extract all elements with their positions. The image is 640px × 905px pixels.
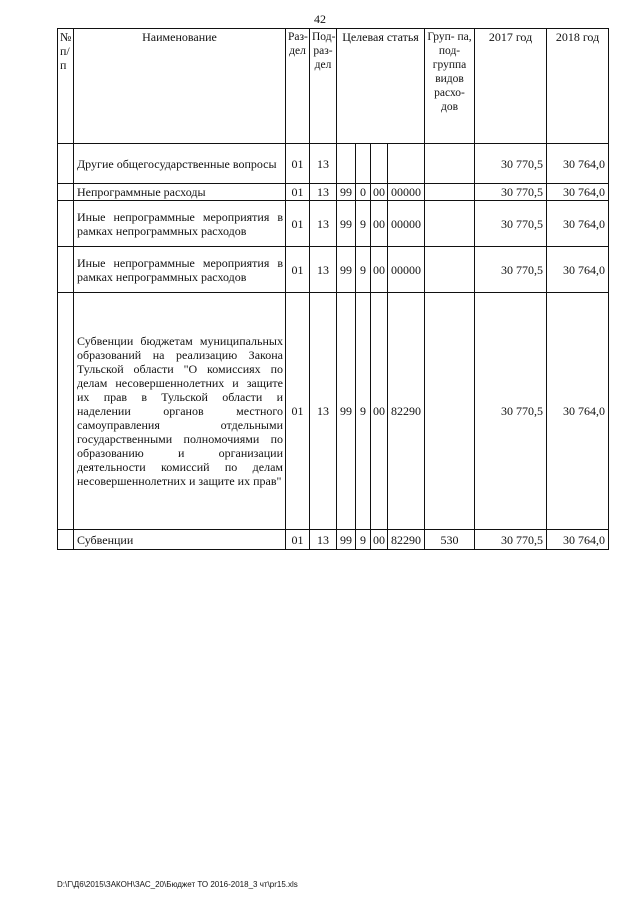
row-2018: 30 764,0 [547,184,609,201]
table-row [58,201,609,247]
row-section: 01 [286,247,310,293]
header-name: Наименование [74,29,286,144]
row-subsection: 13 [310,144,337,184]
row-subsection: 13 [310,184,337,201]
row-section: 01 [286,293,310,530]
table-row [58,184,609,201]
row-group: 530 [425,530,475,550]
row-2018: 30 764,0 [547,293,609,530]
row-target-3: 00 [371,184,388,201]
row-group [425,144,475,184]
row-target-3 [371,144,388,184]
row-target-3: 00 [371,530,388,550]
row-2018: 30 764,0 [547,530,609,550]
row-2018: 30 764,0 [547,247,609,293]
row-target-1: 99 [337,530,356,550]
row-name: Субвенции [74,530,286,550]
row-section: 01 [286,530,310,550]
row-target-4: 00000 [388,247,425,293]
row-group [425,293,475,530]
row-target-2: 9 [356,530,371,550]
row-target-1 [337,144,356,184]
row-target-2: 9 [356,247,371,293]
row-target-4: 00000 [388,184,425,201]
table-header-row [58,29,609,144]
row-target-1: 99 [337,293,356,530]
row-target-1: 99 [337,201,356,247]
row-2017: 30 770,5 [475,184,547,201]
row-group [425,201,475,247]
table-row [58,247,609,293]
row-target-4: 82290 [388,293,425,530]
row-2017: 30 770,5 [475,530,547,550]
header-2017: 2017 год [475,29,547,144]
row-2017: 30 770,5 [475,144,547,184]
page-number: 42 [314,12,326,26]
row-group [425,184,475,201]
row-target-2: 9 [356,293,371,530]
row-section: 01 [286,144,310,184]
row-target-2 [356,144,371,184]
row-target-4: 00000 [388,201,425,247]
row-target-3: 00 [371,247,388,293]
row-target-2: 0 [356,184,371,201]
table-row [58,530,609,550]
header-subsection: Под- раз- дел [310,29,337,144]
header-num: № п/ п [58,29,74,144]
row-target-4: 82290 [388,530,425,550]
header-2018: 2018 год [547,29,609,144]
row-subsection: 13 [310,201,337,247]
row-name: Непрограммные расходы [74,184,286,201]
row-target-4 [388,144,425,184]
row-2018: 30 764,0 [547,201,609,247]
row-name: Другие общегосударственные вопросы [74,144,286,184]
row-name: Иные непрограммные мероприятия в рамках непрограммных расходов [74,247,286,293]
row-subsection: 13 [310,293,337,530]
row-target-1: 99 [337,184,356,201]
row-2018: 30 764,0 [547,144,609,184]
row-name: Субвенции бюджетам муниципальных образований на реализацию Закона Тульской области "О комиссиях по делам несовершеннолетних и защите их прав в Тульской области и наделении органов местного самоуправления отдельными государственными полномочиями по образованию и организации деятельности комиссий по делам несовершеннолетних и защите их прав" [74,293,286,530]
row-2017: 30 770,5 [475,247,547,293]
header-section: Раз- дел [286,29,310,144]
header-group: Груп- па, под- группа видов расхо- дов [425,29,475,144]
table-row [58,293,609,530]
table-row [58,144,609,184]
row-section: 01 [286,184,310,201]
row-subsection: 13 [310,530,337,550]
row-target-2: 9 [356,201,371,247]
row-subsection: 13 [310,247,337,293]
row-2017: 30 770,5 [475,201,547,247]
row-target-1: 99 [337,247,356,293]
row-group [425,247,475,293]
row-2017: 30 770,5 [475,293,547,530]
budget-table [57,28,609,550]
row-section: 01 [286,201,310,247]
row-target-3: 00 [371,293,388,530]
row-name: Иные непрограммные мероприятия в рамках непрограммных расходов [74,201,286,247]
row-target-3: 00 [371,201,388,247]
file-path-footer: D:\Г\Д6\2015\ЗАКОН\ЗАС_20\Бюджет ТО 2016-2018_3 чт\pr15.xls [57,880,298,889]
header-target: Целевая статья [337,29,425,144]
